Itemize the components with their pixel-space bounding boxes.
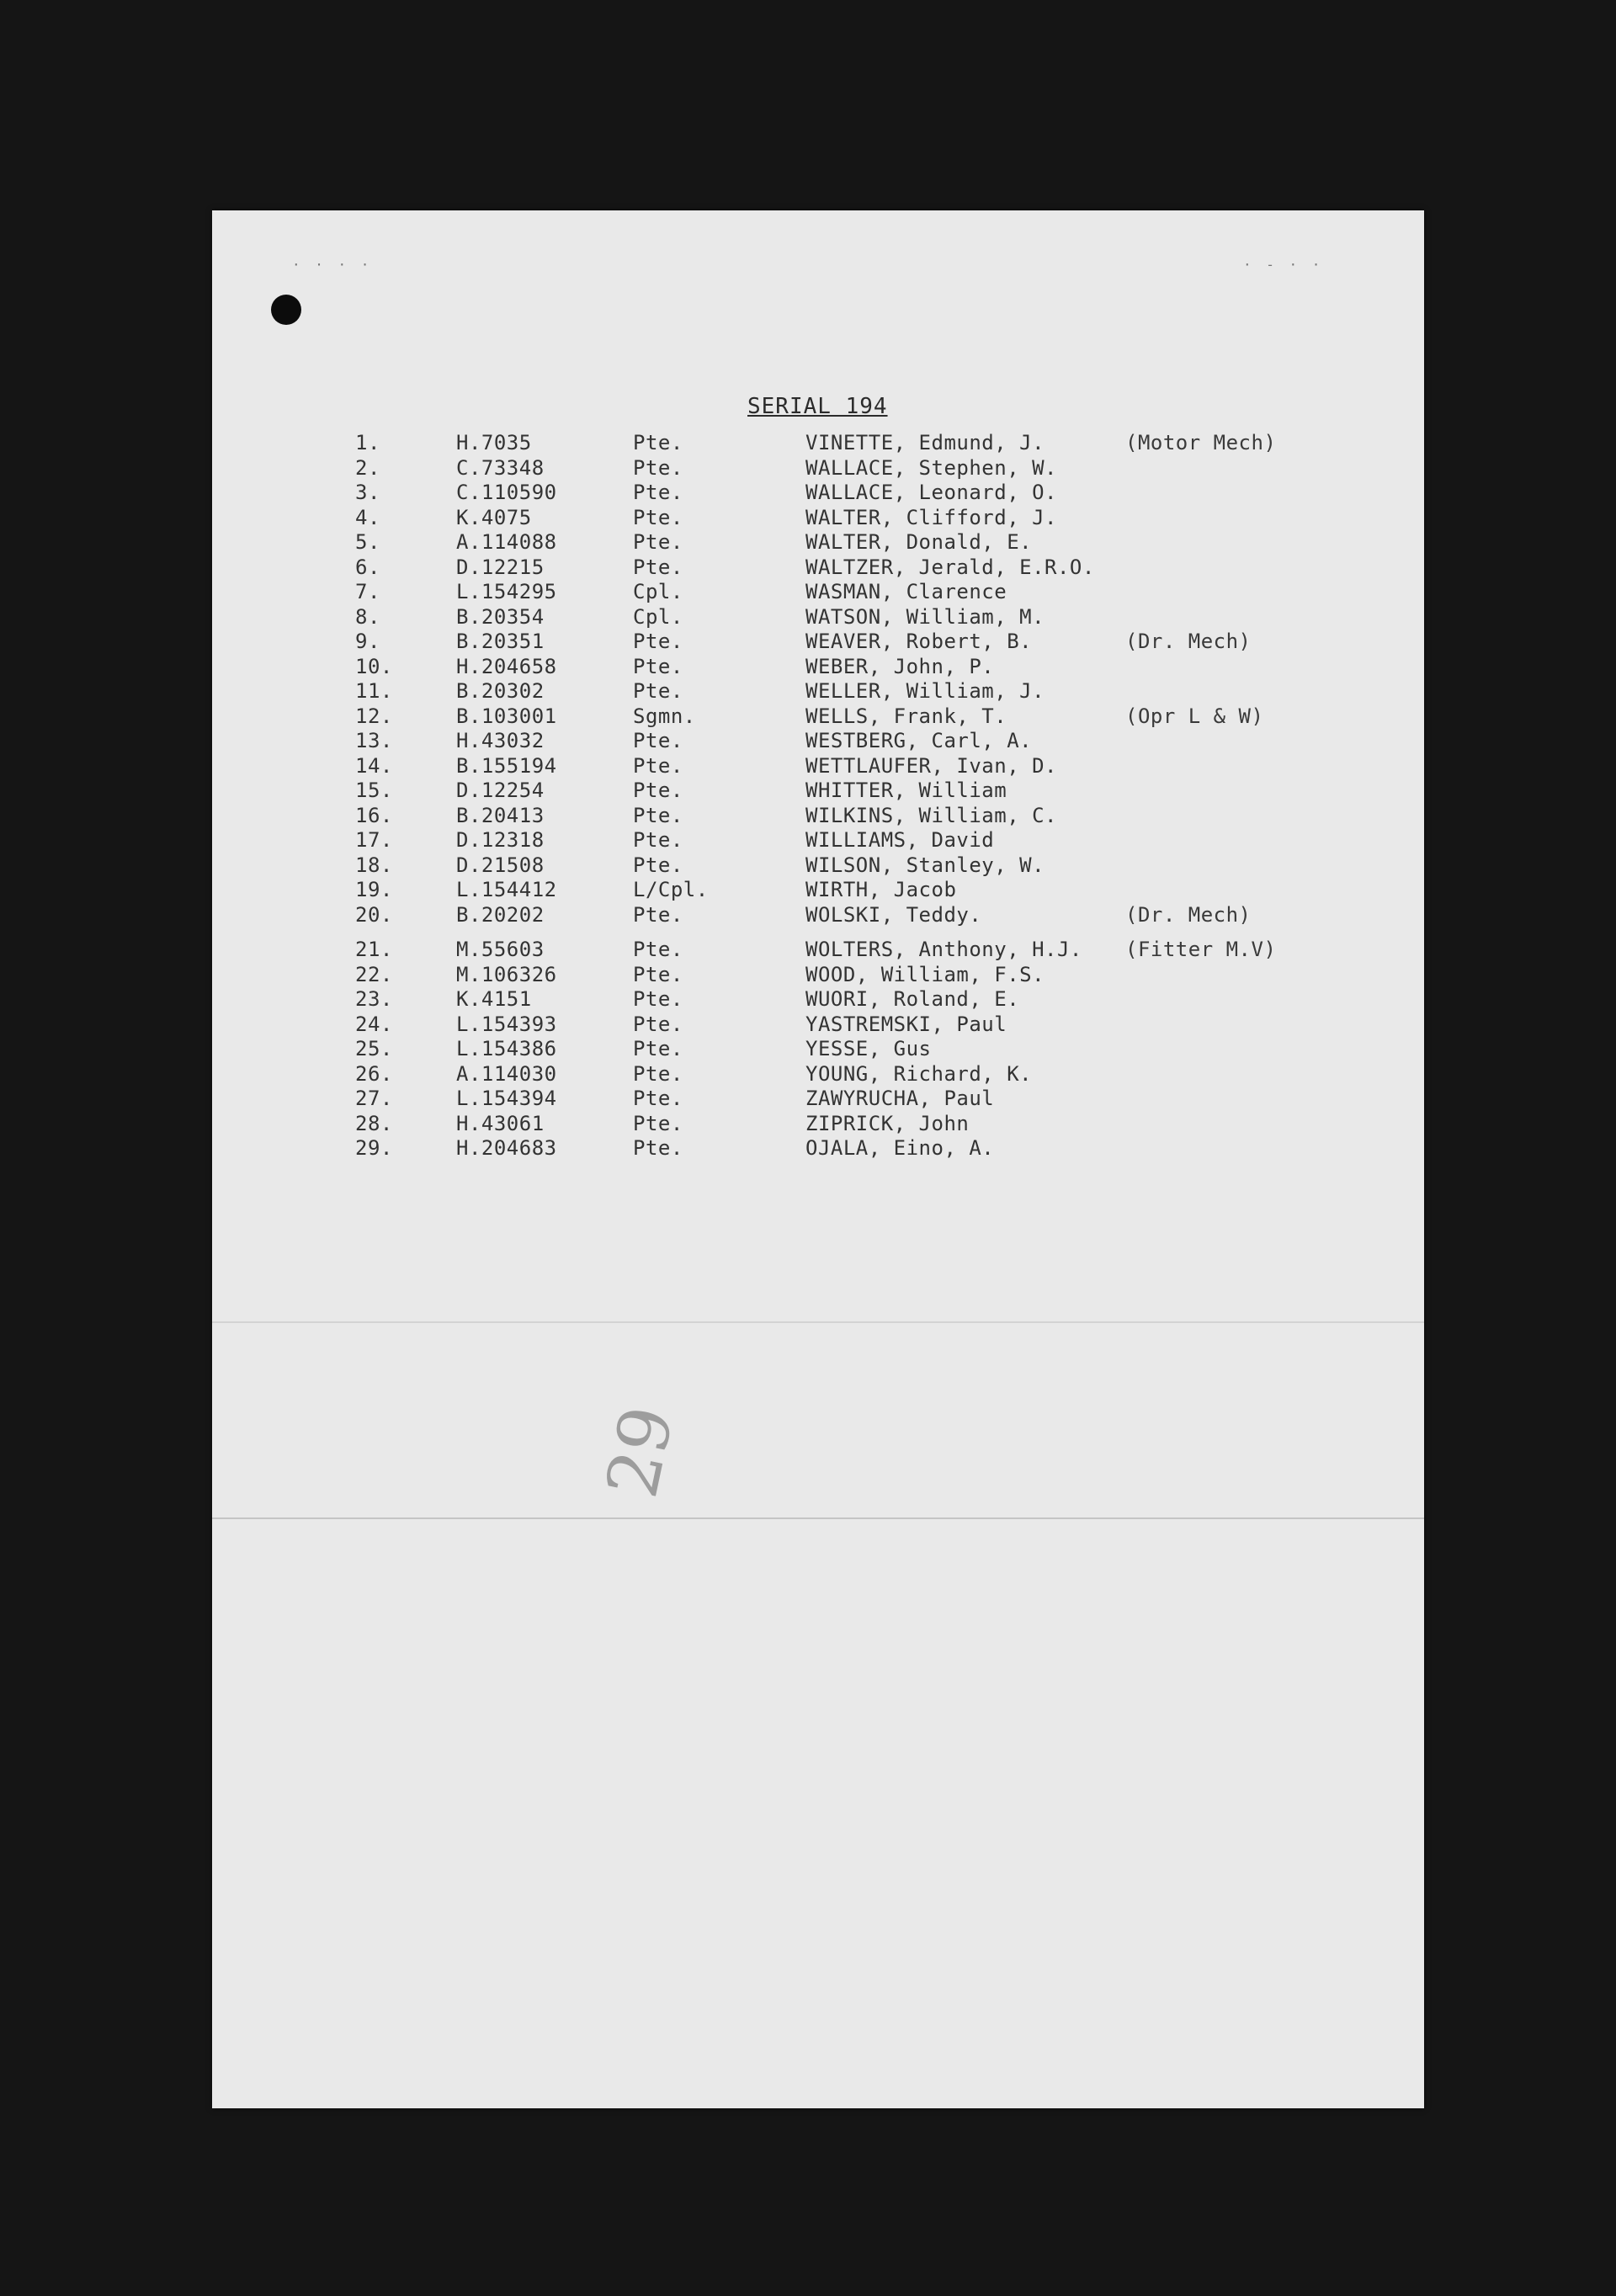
trade-note <box>1125 1012 1416 1038</box>
rank: Pte. <box>633 753 683 778</box>
roll-entry <box>355 530 1416 555</box>
service-number: H.204658 <box>456 654 557 678</box>
service-number: D.12318 <box>456 828 545 852</box>
roll-entry <box>355 655 1416 680</box>
trade-note: (Opr L & W) <box>1125 704 1264 728</box>
entry-number: 4. <box>355 505 380 529</box>
service-number: B.20354 <box>456 604 545 629</box>
punch-hole <box>271 295 301 325</box>
rank: Sgmn. <box>633 704 696 728</box>
serial-heading: SERIAL 194 <box>747 394 888 419</box>
roll-entry <box>355 938 1416 963</box>
entry-number: 26. <box>355 1061 393 1086</box>
rank: Cpl. <box>633 580 683 603</box>
roll-entry <box>355 1037 1416 1062</box>
entry-number: 19. <box>355 878 393 901</box>
roll-entry <box>355 878 1416 903</box>
pencil-folio-number: 29 <box>590 1399 690 1505</box>
soldier-name: WUORI, Roland, E. <box>805 987 1020 1011</box>
roll-entry <box>355 481 1416 506</box>
service-number: D.21508 <box>456 853 545 877</box>
trade-note <box>1125 1037 1416 1062</box>
entry-number: 27. <box>355 1087 393 1110</box>
rank: Pte. <box>633 679 683 703</box>
entry-number: 24. <box>355 1012 393 1036</box>
rank: Pte. <box>633 962 683 986</box>
trade-note <box>1125 530 1416 555</box>
rank: Pte. <box>633 987 683 1011</box>
soldier-name: WILKINS, William, C. <box>805 803 1057 827</box>
rank: Pte. <box>633 803 683 827</box>
trade-note <box>1125 804 1416 829</box>
entry-number: 3. <box>355 481 380 504</box>
roll-entry <box>355 431 1416 456</box>
soldier-name: WALTER, Donald, E. <box>805 530 1033 554</box>
trade-note <box>1125 655 1416 680</box>
service-number: L.154394 <box>456 1087 557 1110</box>
service-number: A.114088 <box>456 530 557 554</box>
roll-entry <box>355 456 1416 481</box>
rank: Pte. <box>633 902 683 927</box>
entry-number: 11. <box>355 679 393 703</box>
entry-number: 22. <box>355 962 393 986</box>
soldier-name: WEAVER, Robert, B. <box>805 630 1033 653</box>
entry-number: 2. <box>355 455 380 480</box>
soldier-name: ZIPRICK, John <box>805 1111 970 1135</box>
rank: Pte. <box>633 455 683 480</box>
soldier-name: WEBER, John, P. <box>805 654 995 678</box>
document-page <box>212 210 1424 2108</box>
trade-note <box>1125 481 1416 506</box>
service-number: D.12254 <box>456 779 545 802</box>
paper-fold-line <box>212 1517 1424 1519</box>
trade-note: (Dr. Mech) <box>1125 630 1252 653</box>
entry-number: 14. <box>355 753 393 778</box>
roll-entry <box>355 555 1416 581</box>
service-number: L.154295 <box>456 580 557 603</box>
rank: Pte. <box>633 431 683 454</box>
rank: Pte. <box>633 729 683 752</box>
trade-note <box>1125 828 1416 853</box>
soldier-name: WOLTERS, Anthony, H.J. <box>805 938 1082 961</box>
soldier-name: WATSON, William, M. <box>805 604 1045 629</box>
service-number: H.7035 <box>456 431 532 454</box>
roll-entry <box>355 804 1416 829</box>
nominal-roll-list <box>355 431 1416 1161</box>
roll-entry <box>355 729 1416 754</box>
trade-note <box>1125 580 1416 605</box>
trade-note <box>1125 1136 1416 1161</box>
rank: Pte. <box>633 555 683 579</box>
soldier-name: WOOD, William, F.S. <box>805 962 1045 986</box>
trade-note <box>1125 555 1416 581</box>
soldier-name: YASTREMSKI, Paul <box>805 1012 1007 1036</box>
entry-number: 13. <box>355 729 393 752</box>
entry-number: 7. <box>355 580 380 603</box>
soldier-name: ZAWYRUCHA, Paul <box>805 1087 995 1110</box>
roll-entry <box>355 704 1416 730</box>
entry-number: 12. <box>355 704 393 728</box>
roll-entry <box>355 1012 1416 1038</box>
entry-number: 29. <box>355 1136 393 1160</box>
roll-entry <box>355 1087 1416 1112</box>
roll-entry <box>355 679 1416 704</box>
trade-note <box>1125 605 1416 630</box>
trade-note <box>1125 1087 1416 1112</box>
entry-number: 16. <box>355 803 393 827</box>
service-number: B.20202 <box>456 902 545 927</box>
entry-number: 10. <box>355 654 393 678</box>
trade-note <box>1125 853 1416 879</box>
rank: Pte. <box>633 505 683 529</box>
service-number: D.12215 <box>456 555 545 579</box>
rank: Pte. <box>633 654 683 678</box>
trade-note <box>1125 1062 1416 1087</box>
soldier-name: WIRTH, Jacob <box>805 878 957 901</box>
rank: Cpl. <box>633 604 683 629</box>
rank: Pte. <box>633 853 683 877</box>
trade-note <box>1125 987 1416 1012</box>
service-number: B.20302 <box>456 679 545 703</box>
trade-note <box>1125 679 1416 704</box>
entry-number: 20. <box>355 902 393 927</box>
service-number: H.204683 <box>456 1136 557 1160</box>
soldier-name: WALLACE, Stephen, W. <box>805 455 1057 480</box>
entry-number: 28. <box>355 1111 393 1135</box>
soldier-name: WOLSKI, Teddy. <box>805 902 982 927</box>
soldier-name: WALLACE, Leonard, O. <box>805 481 1057 504</box>
roll-entry <box>355 828 1416 853</box>
soldier-name: WELLS, Frank, T. <box>805 704 1007 728</box>
paper-specks-right: · - · · <box>1243 257 1324 273</box>
roll-entry <box>355 605 1416 630</box>
soldier-name: OJALA, Eino, A. <box>805 1136 995 1160</box>
soldier-name: WILSON, Stanley, W. <box>805 853 1045 877</box>
service-number: B.155194 <box>456 753 557 778</box>
entry-number: 15. <box>355 779 393 802</box>
service-number: K.4151 <box>456 987 532 1011</box>
service-number: B.20413 <box>456 803 545 827</box>
soldier-name: WHITTER, William <box>805 779 1007 802</box>
rank: Pte. <box>633 1111 683 1135</box>
roll-entry <box>355 506 1416 531</box>
service-number: M.106326 <box>456 962 557 986</box>
entry-number: 6. <box>355 555 380 579</box>
service-number: L.154412 <box>456 878 557 901</box>
soldier-name: WALTZER, Jerald, E.R.O. <box>805 555 1095 579</box>
roll-entry <box>355 1136 1416 1161</box>
service-number: C.110590 <box>456 481 557 504</box>
roll-entry <box>355 853 1416 879</box>
entry-number: 9. <box>355 630 380 653</box>
rank: Pte. <box>633 1012 683 1036</box>
entry-number: 25. <box>355 1037 393 1060</box>
trade-note <box>1125 506 1416 531</box>
rank: Pte. <box>633 1061 683 1086</box>
trade-note <box>1125 878 1416 903</box>
service-number: H.43032 <box>456 729 545 752</box>
soldier-name: WALTER, Clifford, J. <box>805 505 1057 529</box>
trade-note <box>1125 754 1416 779</box>
soldier-name: WILLIAMS, David <box>805 828 995 852</box>
roll-entry <box>355 987 1416 1012</box>
service-number: L.154386 <box>456 1037 557 1060</box>
service-number: A.114030 <box>456 1061 557 1086</box>
service-number: K.4075 <box>456 505 532 529</box>
roll-entry <box>355 903 1416 928</box>
rank: Pte. <box>633 938 683 961</box>
trade-note <box>1125 963 1416 988</box>
service-number: M.55603 <box>456 938 545 961</box>
entry-number: 18. <box>355 853 393 877</box>
service-number: B.20351 <box>456 630 545 653</box>
rank: Pte. <box>633 530 683 554</box>
rank: Pte. <box>633 630 683 653</box>
rank: Pte. <box>633 1136 683 1160</box>
entry-number: 21. <box>355 938 393 961</box>
service-number: L.154393 <box>456 1012 557 1036</box>
soldier-name: YESSE, Gus <box>805 1037 932 1060</box>
roll-entry <box>355 963 1416 988</box>
rank: L/Cpl. <box>633 878 709 901</box>
soldier-name: WASMAN, Clarence <box>805 580 1007 603</box>
service-number: C.73348 <box>456 455 545 480</box>
service-number: H.43061 <box>456 1111 545 1135</box>
entry-number: 1. <box>355 431 380 454</box>
soldier-name: YOUNG, Richard, K. <box>805 1061 1033 1086</box>
trade-note: (Dr. Mech) <box>1125 902 1252 927</box>
trade-note <box>1125 729 1416 754</box>
entry-number: 8. <box>355 604 380 629</box>
soldier-name: VINETTE, Edmund, J. <box>805 431 1045 454</box>
soldier-name: WELLER, William, J. <box>805 679 1045 703</box>
rank: Pte. <box>633 779 683 802</box>
entry-number: 5. <box>355 530 380 554</box>
paper-fold-line <box>212 1321 1424 1323</box>
trade-note <box>1125 1112 1416 1137</box>
trade-note: (Fitter M.V) <box>1125 938 1277 961</box>
roll-entry <box>355 1112 1416 1137</box>
entry-number: 17. <box>355 828 393 852</box>
service-number: B.103001 <box>456 704 557 728</box>
trade-note <box>1125 456 1416 481</box>
rank: Pte. <box>633 1037 683 1060</box>
soldier-name: WESTBERG, Carl, A. <box>805 729 1033 752</box>
rank: Pte. <box>633 828 683 852</box>
paper-specks-left: · · · · <box>292 257 373 273</box>
trade-note: (Motor Mech) <box>1125 431 1277 454</box>
roll-entry <box>355 630 1416 655</box>
roll-entry <box>355 779 1416 804</box>
trade-note <box>1125 779 1416 804</box>
entry-number: 23. <box>355 987 393 1011</box>
rank: Pte. <box>633 481 683 504</box>
roll-entry <box>355 580 1416 605</box>
roll-entry <box>355 754 1416 779</box>
rank: Pte. <box>633 1087 683 1110</box>
roll-entry <box>355 1062 1416 1087</box>
soldier-name: WETTLAUFER, Ivan, D. <box>805 753 1057 778</box>
